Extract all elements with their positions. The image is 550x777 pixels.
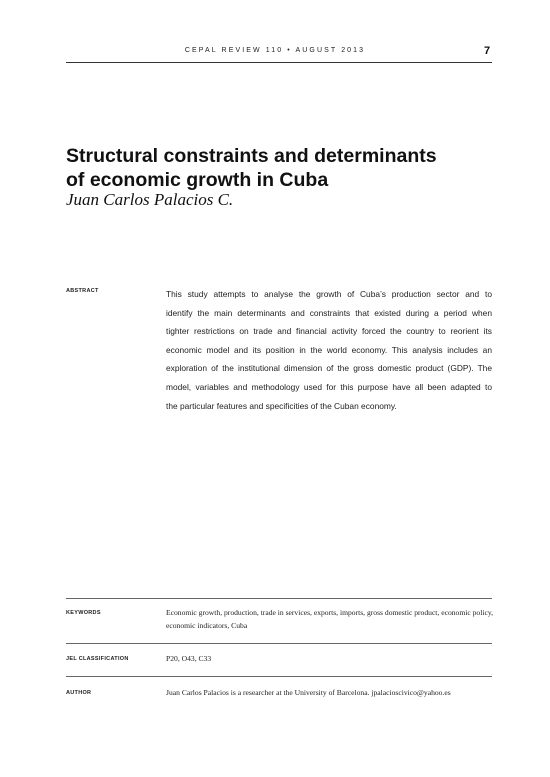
abstract-label: ABSTRACT (66, 288, 99, 294)
author-label: AUTHOR (66, 690, 92, 696)
keywords-rule (66, 598, 492, 599)
abstract-line: exploration of the institutional dimension of the gross domestic product (GDP). The (166, 363, 492, 374)
article-title (66, 144, 486, 192)
article-author: Juan Carlos Palacios C. (66, 190, 234, 209)
abstract-line: the particular features and specificities of the Cuban economy. (166, 400, 397, 411)
keywords-label: KEYWORDS (66, 610, 101, 616)
article-title-line: Structural constraints and determinants (66, 145, 437, 167)
author-rule (66, 676, 492, 677)
header-rule (66, 62, 492, 63)
abstract-line: model, variables and methodology used for this purpose have all been adapted to (166, 381, 492, 392)
jel-value: P20, O43, C33 (166, 654, 212, 663)
abstract-line: tighter restrictions on trade and financial activity forced the country to reorient its (166, 326, 492, 337)
article-title-line: of economic growth in Cuba (66, 169, 329, 191)
jel-rule (66, 643, 492, 644)
keywords-value (166, 606, 496, 632)
page-number: 7 (484, 45, 491, 57)
abstract-line: This study attempts to analyse the growth of Cuba’s production sector and to (166, 289, 492, 299)
abstract-text (166, 285, 492, 415)
keywords-line: economic indicators, Cuba (166, 621, 248, 630)
jel-label: JEL CLASSIFICATION (66, 656, 129, 662)
keywords-line: Economic growth, production, trade in services, exports, imports, gross domestic product, economic policy, (166, 608, 494, 617)
author-value: Juan Carlos Palacios is a researcher at the University of Barcelona. jpalacioscivico@yahoo.es (166, 688, 451, 697)
abstract-line: economic model and its position in the world economy. This analysis includes an (166, 344, 492, 355)
running-head: CEPAL REVIEW 110 • AUGUST 2013 (184, 47, 366, 54)
abstract-line: identify the main determinants and constraints that existed during a period when (166, 307, 492, 318)
